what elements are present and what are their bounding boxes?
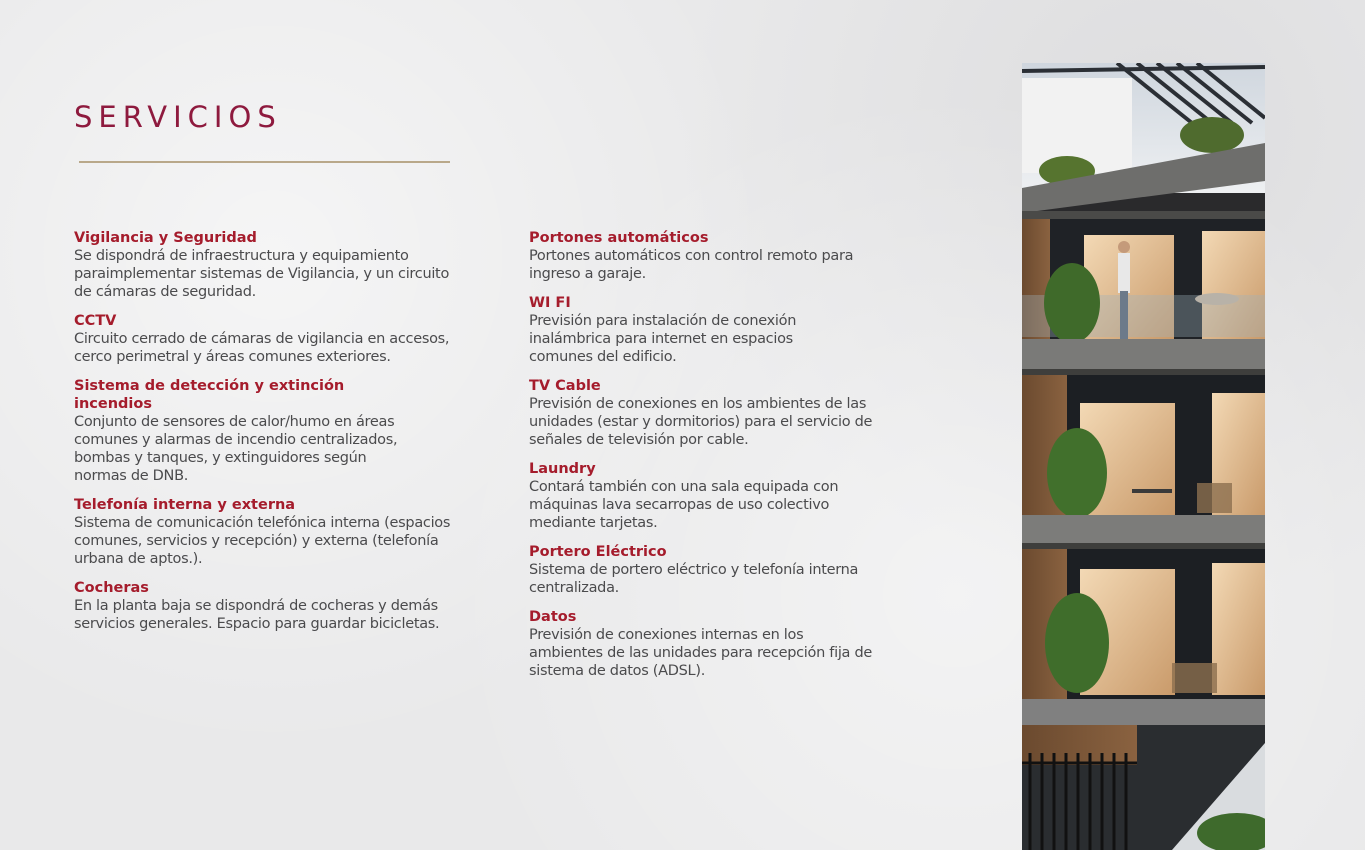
service-description: Sistema de portero eléctrico y telefonía interna centralizada.: [529, 562, 859, 596]
service-item: [74, 377, 454, 485]
service-item: [529, 229, 909, 283]
service-item: [529, 543, 909, 597]
service-description: Conjunto de sensores de calor/humo en áreas comunes y alarmas de incendio centralizados, bombas y tanques, y extinguidores según normas de DNB.: [74, 414, 398, 484]
service-item: [74, 496, 454, 568]
service-item: [74, 312, 454, 366]
building-illustration: [1022, 63, 1265, 850]
service-item: [529, 377, 909, 449]
service-item: [529, 608, 909, 680]
services-column-left: [74, 229, 454, 644]
service-title: WI FI: [529, 295, 571, 311]
service-description: Contará también con una sala equipada con máquinas lava secarropas de uso colectivo mediante tarjetas.: [529, 479, 839, 531]
service-title: Datos: [529, 609, 577, 625]
service-description: Previsión de conexiones internas en los ambientes de las unidades para recepción fija de sistema de datos (ADSL).: [529, 627, 872, 679]
service-title: CCTV: [74, 313, 117, 329]
service-title: Vigilancia y Seguridad: [74, 230, 257, 246]
service-item: [529, 460, 909, 532]
service-description: Sistema de comunicación telefónica interna (espacios comunes, servicios y recepción) y externa (telefonía urbana de aptos.).: [74, 515, 451, 567]
service-description: Se dispondrá de infraestructura y equipamiento paraimplementar sistemas de Vigilancia, y un circuito de cámaras de seguridad.: [74, 248, 450, 300]
service-description: Circuito cerrado de cámaras de vigilancia en accesos, cerco perimetral y áreas comunes exteriores.: [74, 331, 450, 365]
service-description: Previsión para instalación de conexión inalámbrica para internet en espacios comunes del edificio.: [529, 313, 797, 365]
service-title: Sistema de detección y extinción incendios: [74, 378, 345, 412]
service-title: Laundry: [529, 461, 596, 477]
service-item: [74, 229, 454, 301]
service-item: [74, 579, 454, 633]
service-title: TV Cable: [529, 378, 601, 394]
services-column-right: [529, 229, 909, 691]
service-title: Portones automáticos: [529, 230, 709, 246]
service-description: En la planta baja se dispondrá de cocheras y demás servicios generales. Espacio para guardar bicicletas.: [74, 598, 440, 632]
service-description: Previsión de conexiones en los ambientes de las unidades (estar y dormitorios) para el servicio de señales de televisión por cable.: [529, 396, 873, 448]
service-description: Portones automáticos con control remoto para ingreso a garaje.: [529, 248, 854, 282]
service-item: [529, 294, 909, 366]
page-title: SERVICIOS: [74, 100, 282, 134]
service-title: Cocheras: [74, 580, 149, 596]
service-title: Telefonía interna y externa: [74, 497, 296, 513]
building-facade-photo: [1022, 63, 1265, 850]
service-title: Portero Eléctrico: [529, 544, 667, 560]
title-divider: [79, 161, 450, 163]
